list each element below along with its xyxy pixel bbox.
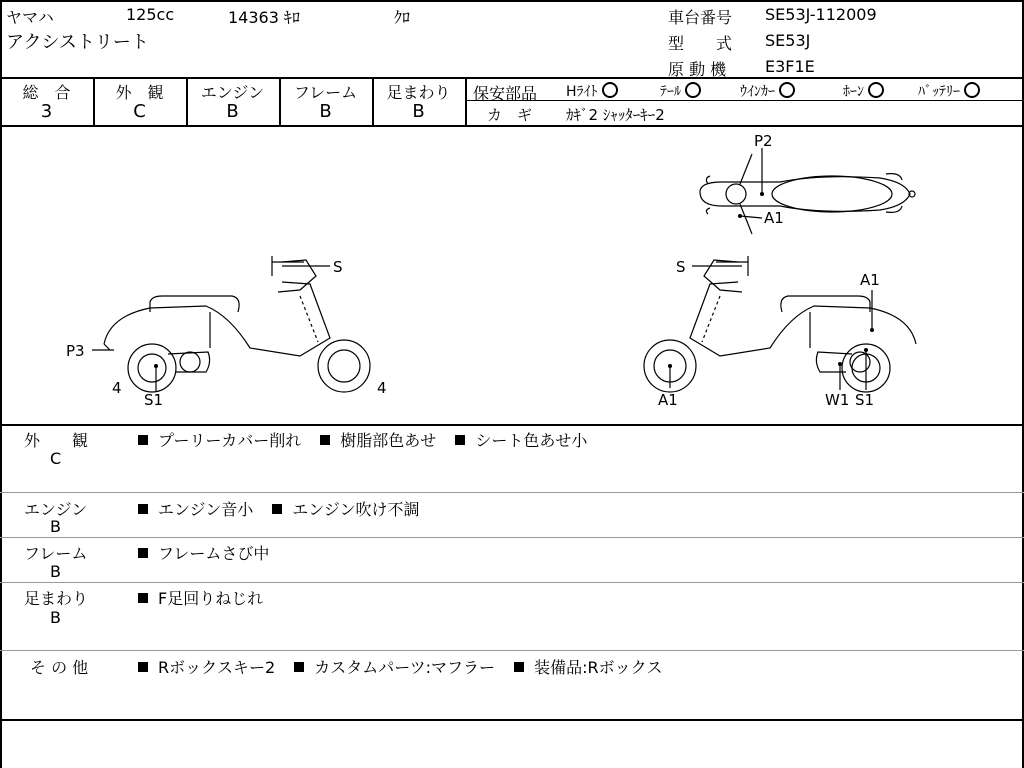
ok-circle-icon (685, 82, 701, 98)
defect-item: プーリーカバー削れ (158, 431, 302, 450)
defect-item: シート色あせ小 (475, 431, 588, 450)
bullet-square-icon (320, 435, 330, 445)
section-label-suspension: 足まわり (24, 589, 89, 608)
damage-point (864, 348, 868, 352)
frame-no: SE53J-112009 (765, 5, 877, 24)
grade-label-exterior: 外 観 (115, 83, 164, 102)
section-divider-2 (0, 537, 1024, 538)
safety-item-winker (740, 81, 795, 101)
frame-no-label: 車台番号 (668, 8, 733, 27)
safety-item-headlight (566, 81, 618, 101)
grade-value-exterior: C (133, 101, 146, 122)
section-grade-frame: B (50, 562, 61, 581)
damage-point (738, 214, 742, 218)
color: ｸﾛ (394, 8, 411, 27)
grade-label-overall: 総 合 (22, 83, 71, 102)
section-grade-engine: B (50, 517, 61, 536)
header-divider (0, 77, 1024, 79)
grade-value-suspension: B (412, 101, 425, 122)
label-left-4a: 4 (112, 379, 122, 397)
section-label-frame: フレーム (24, 544, 88, 563)
safety-item-label: Hﾗｲﾄ (566, 84, 598, 100)
grade-value-frame: B (319, 101, 332, 122)
label-right-a1-bottom: A1 (658, 391, 678, 409)
engine-value: E3F1E (765, 57, 815, 76)
bullet-square-icon (138, 435, 148, 445)
engine-label: 原 動 機 (668, 60, 727, 79)
note-item: 装備品:Rボックス (534, 658, 663, 677)
ok-circle-icon (779, 82, 795, 98)
label-top-p2: P2 (754, 132, 773, 150)
bullet-square-icon (138, 662, 148, 672)
note-item: Rボックスキー2 (158, 658, 276, 677)
bullet-square-icon (272, 504, 282, 514)
safety-item-taillight (660, 81, 701, 101)
damage-point (760, 192, 764, 196)
bullet-square-icon (138, 504, 148, 514)
defect-item: 樹脂部色あせ (340, 431, 437, 450)
section-label-exterior: 外 観 (24, 431, 89, 450)
damage-point (668, 364, 672, 368)
grade-value-overall: 3 (40, 101, 53, 122)
label-left-s1: S1 (144, 391, 164, 409)
safety-item-horn (843, 81, 884, 101)
bullet-square-icon (294, 662, 304, 672)
defect-item: フレームさび中 (158, 544, 270, 563)
safety-item-label: ﾃｰﾙ (660, 84, 681, 100)
damage-diagram (0, 126, 1024, 424)
ok-circle-icon (964, 82, 980, 98)
safety-item-battery (918, 81, 980, 101)
bullet-square-icon (514, 662, 524, 672)
label-right-w1: W1 (825, 391, 850, 409)
leader-line (740, 216, 762, 218)
bottom-divider (0, 719, 1024, 721)
section-items-suspension (138, 586, 277, 609)
top-border (0, 0, 1024, 2)
section-items-engine (138, 497, 434, 520)
scooter-left-view (104, 256, 370, 392)
section-divider-4 (0, 650, 1024, 651)
section-label-engine: エンジン (24, 500, 88, 519)
key-value: ｶｷﾞ2 ｼｬｯﾀｰｷｰ2 (566, 106, 665, 124)
diagram-divider (0, 424, 1024, 426)
section-items-exterior (138, 428, 601, 451)
label-right-s1: S1 (855, 391, 875, 409)
ok-circle-icon (868, 82, 884, 98)
model-name: アクシストリート (6, 32, 149, 53)
section-items-other (138, 655, 676, 678)
safety-item-label: ｳｲﾝｶｰ (740, 84, 775, 100)
defect-item: F足回りねじれ (158, 589, 264, 608)
key-label: カ ギ (487, 106, 533, 124)
grade-sep-5 (465, 77, 467, 125)
section-label-other: そ の 他 (30, 658, 89, 677)
damage-point (154, 364, 158, 368)
maker: ヤマハ (6, 8, 54, 27)
grade-label-frame: フレーム (293, 83, 358, 102)
section-grade-exterior: C (50, 449, 62, 468)
label-left-4b: 4 (377, 379, 387, 397)
safety-title: 保安部品 (473, 84, 538, 103)
displacement: 125cc (126, 5, 175, 24)
grade-label-engine: エンジン (200, 83, 265, 102)
safety-item-label: ﾊﾞｯﾃﾘｰ (918, 84, 960, 100)
note-item: カスタムパーツ:マフラー (314, 658, 495, 677)
bullet-square-icon (138, 593, 148, 603)
scooter-top-view (700, 154, 915, 234)
label-left-s: S (333, 258, 343, 276)
defect-item: エンジン吹け不調 (292, 500, 420, 519)
section-divider-1 (0, 492, 1024, 493)
grade-label-suspension: 足まわり (386, 83, 451, 102)
grade-value-engine: B (226, 101, 239, 122)
ok-circle-icon (602, 82, 618, 98)
label-right-a1: A1 (860, 271, 880, 289)
section-items-frame (138, 541, 283, 564)
label-right-s: S (676, 258, 686, 276)
safety-item-label: ﾎｰﾝ (843, 84, 864, 100)
label-left-p3: P3 (66, 342, 85, 360)
section-grade-suspension: B (50, 608, 61, 627)
damage-point (838, 362, 842, 366)
section-divider-3 (0, 582, 1024, 583)
mileage: 14363 ｷﾛ (228, 8, 300, 27)
defect-item: エンジン音小 (158, 500, 254, 519)
type-value: SE53J (765, 31, 811, 50)
label-top-a1: A1 (764, 209, 784, 227)
bullet-square-icon (138, 548, 148, 558)
bullet-square-icon (455, 435, 465, 445)
damage-point (870, 328, 874, 332)
type-label: 型 式 (668, 34, 733, 53)
